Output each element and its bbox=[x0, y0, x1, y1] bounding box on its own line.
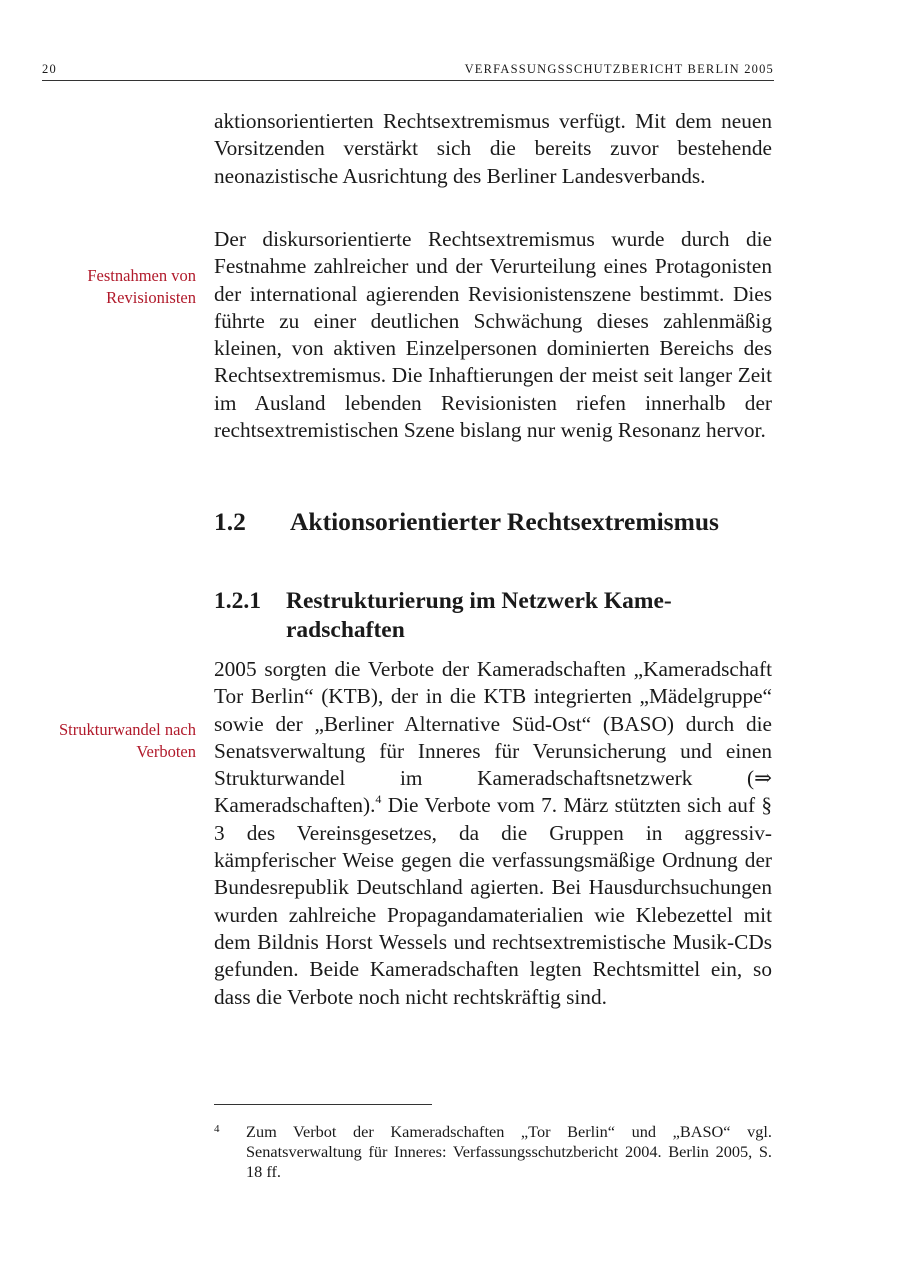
margin-note-line: Festnahmen von bbox=[87, 266, 196, 285]
footnote-mark: 4 bbox=[214, 1123, 220, 1135]
margin-note-line: Verboten bbox=[136, 742, 196, 761]
section-heading-block bbox=[214, 506, 772, 537]
footnote-text: Zum Verbot der Kameradschaften „Tor Berlin“ und „BASO“ vgl. Senatsverwaltung für Inneres: Verfassungsschutzbericht 2004. Berlin 2005, S. 18 ff. bbox=[246, 1122, 772, 1181]
margin-note-line: Strukturwandel nach bbox=[58, 720, 196, 739]
paragraph: Der diskursorientierte Rechtsextremismus wurde durch die Festnahme zahlreicher und der Verurteilung eines Protagonisten der international agierenden Revisionistenszene bestimmt. Dies führte zu einer deutlichen Schwächung dieses zahlenmäßig kleinen, von aktiven Einzelpersonen dominierten Bereichs des Rechtsextremismus. Die Inhaftierungen der meist seit langer Zeit im Ausland lebenden Revisionisten riefen innerhalb der rechtsextremistischen Szene bislang nur wenig Resonanz hervor. bbox=[214, 227, 772, 443]
paragraph-text: Die Verbote vom 7. März stützten sich auf § 3 des Vereinsgesetzes, da die Gruppen in aggressiv-kämpferischer Weise gegen die verfassungsmäßige Ordnung der Bundesrepublik Deutschland agierten. Bei Hausdurchsuchungen wurden zahlreiche Propagandamaterialien wie Klebezettel mit dem Bildnis Horst Wessels und rechtsextremistische Musik-CDs gefunden. Beide Kameradschaften legten Rechtsmittel ein, so dass die Verbote noch nicht rechtskräftig sind. bbox=[214, 793, 772, 1009]
paragraph-block-3 bbox=[214, 656, 772, 1011]
paragraph-text: 2005 sorgten die Verbote der Kameradschaften „Kameradschaft Tor Berlin“ (KTB), der in die KTB integrierten „Mädelgruppe“ sowie der „Berliner Alternative Süd-Ost“ (BASO) durch die Senatsverwaltung für Inneres für Verunsicherung und einen Strukturwandel im Kameradschaftsnetzwerk (⇒ Kameradschaften). bbox=[214, 657, 772, 818]
footnote bbox=[214, 1122, 772, 1182]
subsection-heading bbox=[214, 587, 772, 645]
paragraph-block-2 bbox=[214, 226, 772, 444]
footnote-divider bbox=[214, 1104, 432, 1105]
subsection-heading-block bbox=[214, 587, 772, 645]
subsection-title: Restrukturierung im Netzwerk Kameradschaften bbox=[286, 588, 672, 643]
running-title: VERFASSUNGSSCHUTZBERICHT BERLIN 2005 bbox=[464, 62, 774, 76]
section-heading bbox=[214, 506, 772, 537]
footnote-reference[interactable]: 4 bbox=[375, 792, 382, 807]
margin-note-line: Revisionisten bbox=[106, 288, 196, 307]
running-header bbox=[42, 62, 774, 81]
subsection-number: 1.2.1 bbox=[214, 588, 261, 614]
paragraph-block-1 bbox=[214, 108, 772, 190]
paragraph: aktionsorientierten Rechtsextremismus verfügt. Mit dem neuen Vorsitzenden verstärkt sich die bereits zuvor bestehende neonazistische Ausrichtung des Berliner Landesverbands. bbox=[214, 109, 772, 188]
margin-note-festnahmen bbox=[20, 265, 196, 309]
page-number: 20 bbox=[42, 62, 57, 76]
section-number: 1.2 bbox=[214, 507, 246, 536]
margin-note-strukturwandel bbox=[20, 719, 196, 763]
section-title: Aktionsorientierter Rechtsextremismus bbox=[290, 507, 719, 536]
paragraph bbox=[214, 656, 772, 1011]
